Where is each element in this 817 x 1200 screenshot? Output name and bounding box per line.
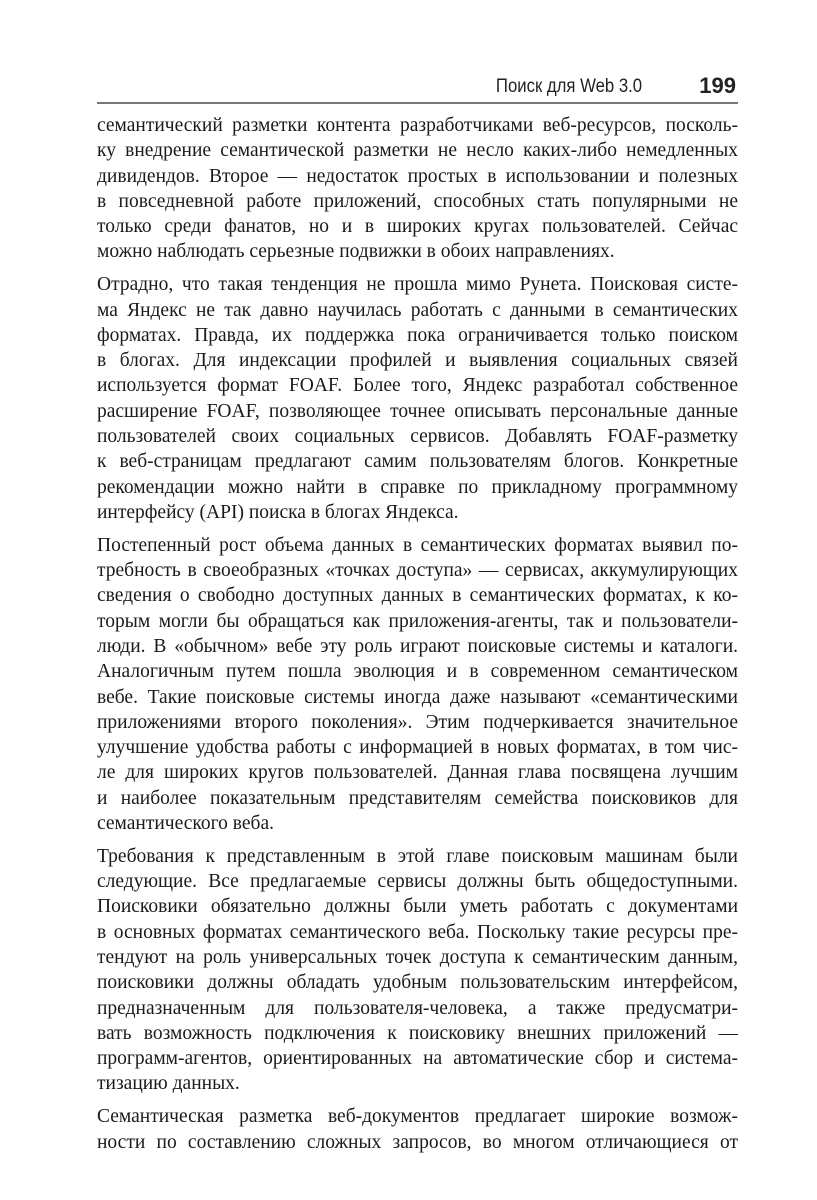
text-line: ле для широких кругов пользователей. Данная глава посвящена лучшим (97, 762, 738, 784)
text-line: улучшение удобства работы с информацией в новых форматах, в том чис- (97, 737, 738, 759)
text-line: интерфейсу (API) поиска в блогах Яндекса. (97, 501, 459, 523)
text-line: ма Яндекс не так давно научилась работать с данными в семантических (97, 299, 738, 321)
text-line: рекомендации можно найти в справке по прикладному программному (97, 476, 738, 498)
paragraph (97, 113, 738, 265)
text-line: Отрадно, что такая тенденция не прошла мимо Рунета. Поисковая систе- (97, 274, 738, 296)
paragraph (97, 844, 738, 1097)
text-line: приложениями второго поколения». Этим подчеркивается значительное (97, 711, 738, 733)
text-line: люди. В «обычном» вебе эту роль играют поисковые системы и каталоги. (97, 635, 738, 657)
text-line: Постепенный рост объема данных в семантических форматах выявил по- (97, 534, 738, 556)
text-line: предназначенным для пользователя-человека, а также предусматри- (97, 997, 738, 1019)
text-line: семантического веба. (97, 813, 274, 835)
text-line: к веб-страницам предлагают самим пользователям блогов. Конкретные (97, 451, 738, 473)
text-line: Семантическая разметка веб-документов предлагает широкие возмож- (97, 1106, 738, 1128)
text-line: используется формат FOAF. Более того, Яндекс разработал собственное (97, 375, 738, 397)
text-line: требность в своеобразных «точках доступа» — сервисах, аккумулирующих (97, 560, 738, 582)
text-line: вать возможность подключения к поисковику внешних приложений — (97, 1022, 738, 1044)
paragraph (97, 272, 738, 525)
text-line: форматах. Правда, их поддержка пока ограничивается только поиском (97, 324, 738, 346)
text-line: ности по составлению сложных запросов, во многом отличающиеся от (97, 1131, 738, 1153)
text-line: семантический разметки контента разработчиками веб-ресурсов, посколь- (97, 115, 738, 136)
paragraph (97, 1104, 738, 1155)
text-line: торым могли бы обращаться как приложения-агенты, так и пользователи- (97, 610, 738, 632)
text-line: Аналогичным путем пошла эволюция и в современном семантическом (97, 661, 738, 683)
text-line: в блогах. Для индексации профилей и выявления социальных связей (97, 350, 738, 372)
text-line: тендуют на роль универсальных точек доступа к семантическим данным, (97, 947, 738, 968)
text-line: Требования к представленным в этой главе поисковым машинам были (97, 845, 738, 867)
text-line: сведения о свободно доступных данных в семантических форматах, к ко- (97, 585, 738, 607)
text-line: тизацию данных. (97, 1073, 240, 1095)
page-number: 199 (699, 73, 736, 98)
text-line: только среди фанатов, но и в широких кругах пользователей. Сейчас (97, 216, 738, 238)
running-title: Поиск для Web 3.0 (495, 76, 642, 97)
text-line: дивидендов. Второе — недостаток простых в использовании и полезных (97, 165, 738, 187)
text-line: в повседневной работе приложений, способных стать популярными не (97, 190, 738, 212)
text-line: можно наблюдать серьезные подвижки в обоих направлениях. (97, 241, 615, 263)
text-line: Поисковики обязательно должны были уметь работать с документами (97, 896, 738, 918)
running-header (97, 72, 738, 100)
paragraph (97, 533, 738, 837)
text-line: поисковики должны обладать удобным пользовательским интерфейсом, (97, 972, 738, 994)
header-rule (97, 102, 738, 104)
text-line: программ-агентов, ориентированных на автоматические сбор и система- (97, 1048, 738, 1070)
text-line: ку внедрение семантической разметки не несло каких-либо немедленных (97, 140, 738, 162)
page-body (97, 113, 738, 1162)
text-line: пользователей своих социальных сервисов. Добавлять FOAF-разметку (97, 426, 738, 448)
text-line: расширение FOAF, позволяющее точнее описывать персональные данные (97, 400, 738, 422)
text-line: и наиболее показательным представителям семейства поисковиков для (97, 787, 738, 809)
text-line: вебе. Такие поисковые системы иногда даже называют «семантическими (97, 686, 738, 708)
text-line: в основных форматах семантического веба. Поскольку такие ресурсы пре- (97, 921, 738, 943)
text-line: следующие. Все предлагаемые сервисы должны быть общедоступными. (97, 871, 738, 893)
